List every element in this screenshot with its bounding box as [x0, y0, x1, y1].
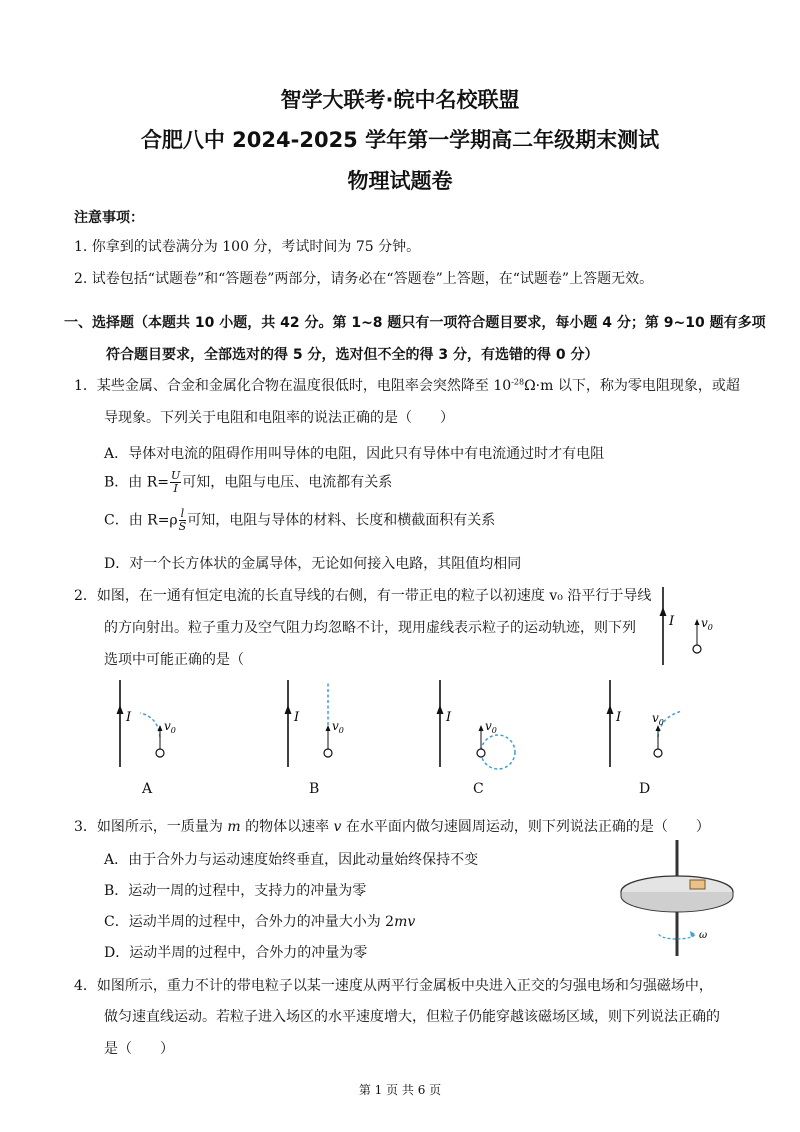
- q2-option-d-label: D: [639, 781, 651, 797]
- particle-icon: [654, 749, 662, 757]
- q1-option-c-pre: C．由 R=ρ: [104, 512, 178, 529]
- q1-option-c-post: 可知，电阻与导体的材料、长度和横截面积有关系: [187, 512, 496, 529]
- q1-option-c-numerator: l: [179, 508, 187, 521]
- current-arrow-icon: [607, 705, 614, 714]
- current-arrow-icon: [285, 705, 292, 714]
- q2-figure-b: [278, 675, 358, 775]
- velocity-label: [164, 719, 176, 735]
- particle-icon: [324, 749, 332, 757]
- q2-figure-a: [110, 675, 190, 775]
- velocity-v: v: [332, 719, 339, 733]
- velocity-label: [332, 719, 344, 735]
- current-label: I: [669, 614, 675, 629]
- notes-item-1: 1. 你拿到的试卷满分为 100 分，考试时间为 75 分钟。: [74, 239, 421, 255]
- notes-item-2: 2. 试卷包括“试题卷”和“答题卷”两部分，请务必在“答题卷”上答题，在“试题卷”上答题无效。: [74, 271, 654, 287]
- q2-reference-figure: [655, 585, 725, 670]
- q1-option-a: A．导体对电流的阻碍作用叫导体的电阻，因此只有导体中有电流通过时才有电阻: [104, 446, 605, 462]
- velocity-v: v: [701, 616, 708, 630]
- velocity-arrow-icon: [158, 725, 163, 731]
- page-number: 第 1 页 共 6 页: [358, 1083, 442, 1097]
- q4-stem-line-2: 做匀速直线运动。若粒子进入场区的水平速度增大，但粒子仍能穿越该磁场区域，则下列说法正确的: [104, 1009, 720, 1025]
- q1-option-b-numerator: U: [171, 469, 181, 482]
- omega-label: ω: [699, 930, 708, 941]
- velocity-label: [701, 616, 713, 632]
- particle-icon: [477, 749, 485, 757]
- q3-option-c-symbol: mv: [394, 914, 416, 930]
- current-label: I: [126, 710, 132, 725]
- q1-stem-line-2: 导现象。下列关于电阻和电阻率的说法正确的是（ ）: [104, 410, 454, 426]
- notes-title: 注意事项：: [74, 210, 144, 226]
- q1-stem-b: Ω·m 以下，称为零电阻现象，或超: [524, 378, 740, 394]
- velocity-sub: 0: [658, 718, 664, 727]
- velocity-v: v: [652, 711, 659, 725]
- q2-option-b-label: B: [309, 781, 320, 797]
- q1-stem-line-1: [74, 375, 740, 395]
- exam-school-title: 合肥八中 2024-2025 学年第一学期高二年级期末测试: [140, 128, 660, 152]
- q3-option-d: D．运动半周的过程中，合外力的冲量为零: [104, 945, 368, 961]
- velocity-sub: 0: [707, 623, 713, 632]
- q2-stem-line-3: 选项中可能正确的是（: [104, 652, 244, 668]
- q4-stem-line-1: 4．如图所示，重力不计的带电粒子以某一速度从两平行金属板中央进入正交的匀强电场和匀强磁场中，: [74, 978, 713, 994]
- exam-paper-title: 物理试题卷: [347, 169, 453, 193]
- particle-icon: [693, 645, 701, 653]
- q1-option-b-pre: B．由 R=: [104, 474, 170, 491]
- q3-option-a: A．由于合外力与运动速度始终垂直，因此动量始终保持不变: [104, 852, 479, 868]
- q1-option-c: [104, 508, 495, 533]
- section-heading-line-1: 一、选择题（本题共 10 小题，共 42 分。第 1~8 题只有一项符合题目要求，每小题 4 分；第 9~10 题有多项: [64, 315, 766, 331]
- q2-option-c-label: C: [473, 781, 484, 797]
- q3-stem-b: 的物体以速率: [240, 819, 334, 835]
- exam-union-title: 智学大联考·皖中名校联盟: [280, 88, 520, 112]
- q2-figure-c: [430, 675, 530, 775]
- velocity-sub: 0: [170, 726, 176, 735]
- current-label: I: [294, 710, 300, 725]
- velocity-arrow-icon: [695, 619, 700, 625]
- q2-figure-d: [600, 675, 690, 775]
- q3-mass-symbol: m: [227, 819, 241, 835]
- q2-stem-line-1: 2．如图，在一通有恒定电流的长直导线的右侧，有一带正电的粒子以初速度 v₀ 沿平行于导线: [74, 588, 652, 604]
- q3-option-c: [104, 911, 415, 931]
- current-label: I: [616, 710, 622, 725]
- velocity-sub: 0: [338, 726, 344, 735]
- q3-stem-a: 3．如图所示，一质量为: [74, 819, 228, 835]
- velocity-arrow-icon: [326, 725, 331, 731]
- q3-turntable-figure: [615, 838, 740, 963]
- current-arrow-icon: [660, 607, 667, 616]
- velocity-sub: 0: [491, 726, 497, 735]
- current-arrow-icon: [437, 705, 444, 714]
- q1-option-b-post: 可知，电阻与电压、电流都有关系: [182, 474, 393, 491]
- velocity-v: v: [164, 719, 171, 733]
- q3-option-b: B．运动一周的过程中，支持力的冲量为零: [104, 883, 367, 899]
- q1-stem-exponent: -28: [511, 377, 525, 387]
- trajectory-path: [481, 735, 515, 769]
- q3-stem-c: 在水平面内做匀速圆周运动，则下列说法正确的是（ ）: [341, 819, 710, 835]
- current-label: I: [446, 710, 452, 725]
- q3-speed-symbol: v: [333, 819, 342, 835]
- q4-stem-line-3: 是（ ）: [104, 1041, 174, 1057]
- q1-option-b: [104, 470, 392, 495]
- q2-stem-line-2: 的方向射出。粒子重力及空气阻力均忽略不计，现用虚线表示粒子的运动轨迹，则下列: [104, 620, 636, 636]
- q1-option-c-fraction: [179, 508, 187, 533]
- velocity-v: v: [485, 719, 492, 733]
- q1-option-c-denominator: S: [178, 520, 187, 533]
- q1-stem-a: 1．某些金属、合金和金属化合物在温度很低时，电阻率会突然降至 10: [74, 378, 512, 394]
- q3-stem: [74, 816, 710, 836]
- section-heading-line-2: 符合题目要求，全部选对的得 5 分，选对但不全的得 3 分，有选错的得 0 分）: [106, 347, 599, 363]
- q1-option-b-fraction: [170, 470, 181, 495]
- particle-icon: [156, 749, 164, 757]
- velocity-label: [652, 711, 664, 727]
- current-arrow-icon: [117, 705, 124, 714]
- block-icon: [690, 880, 705, 889]
- q2-option-a-label: A: [142, 781, 153, 797]
- turntable-edge: [621, 892, 733, 912]
- velocity-arrow-icon: [479, 725, 484, 731]
- q1-option-d: D．对一个长方体状的金属导体，无论如何接入电路，其阻值均相同: [104, 556, 522, 572]
- q1-option-b-denominator: I: [173, 482, 178, 495]
- trajectory-path: [140, 713, 160, 737]
- velocity-label: [485, 719, 497, 735]
- q3-option-c-text: C．运动半周的过程中，合外力的冲量大小为 2: [104, 914, 395, 930]
